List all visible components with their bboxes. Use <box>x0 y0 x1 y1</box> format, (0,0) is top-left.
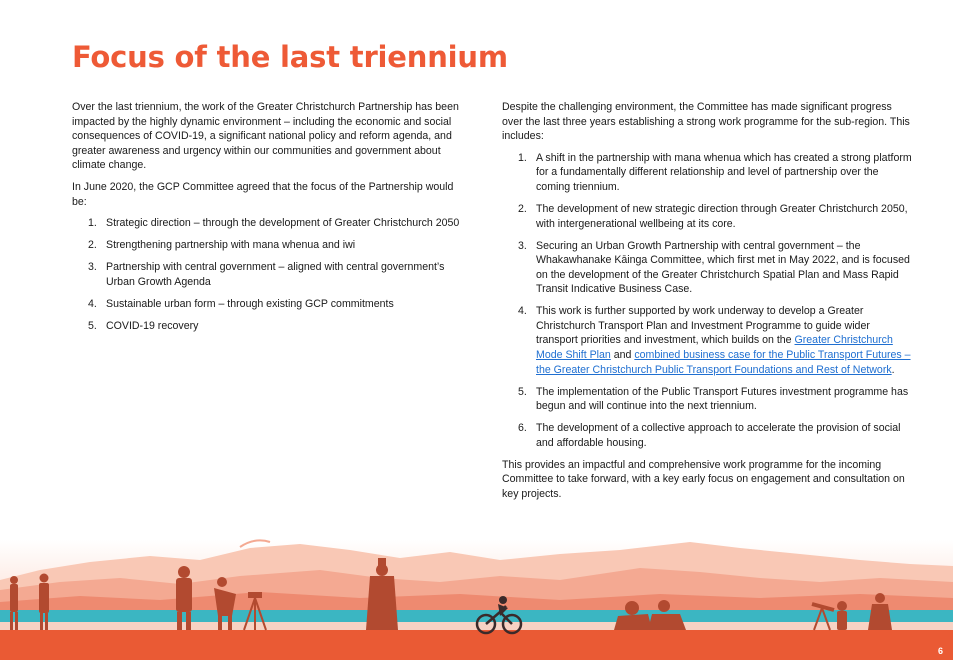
right-intro: Despite the challenging environment, the Committee has made significant progress over the last three years establishing a strong work programme for the sub-region. This includes: <box>502 101 910 143</box>
list-text: COVID-19 recovery <box>106 319 199 332</box>
list-text: . <box>891 363 895 376</box>
list-text: Sustainable urban form – through existing GCP commitments <box>106 297 394 310</box>
progress-list <box>502 151 914 451</box>
list-number: 5. <box>518 385 527 398</box>
list-text: Securing an Urban Growth Partnership with central government – the Whakawhanake Kāinga Committee, which first met in May 2022, and is focused on the development of the Greater Christchurch Spatial Plan and Mass Rapid Transit Indicative Business Case. <box>536 239 910 296</box>
landscape-illustration <box>0 520 953 660</box>
mode-shift-plan-link[interactable]: Greater Christchurch Mode Shift Plan <box>536 334 893 362</box>
list-text: Strategic direction – through the development of Greater Christchurch 2050 <box>106 217 460 230</box>
left-lead: In June 2020, the GCP Committee agreed that the focus of the Partnership would be: <box>72 180 454 208</box>
list-item <box>502 421 914 450</box>
left-column <box>72 100 464 341</box>
footer-illustration <box>0 520 953 660</box>
right-column <box>502 100 914 509</box>
list-number: 6. <box>518 422 527 435</box>
page-number: 6 <box>937 646 943 656</box>
public-transport-futures-link[interactable]: combined business case for the Public Transport Futures – the Greater Christchurch Public Transport Foundations and Rest of Network <box>536 349 911 376</box>
list-number: 2. <box>88 239 97 252</box>
list-number: 4. <box>518 305 527 318</box>
footer-bar <box>0 630 953 660</box>
left-intro: Over the last triennium, the work of the Greater Christchurch Partnership has been impacted by the highly dynamic environment – including the economic and social consequences of COVID-19, a significant national policy and reform agenda, and greater awareness and urgency within our communities and government about climate change. <box>72 101 459 172</box>
person-icon <box>837 601 847 630</box>
list-item <box>72 216 464 231</box>
focus-list <box>72 216 464 333</box>
list-number: 2. <box>518 202 527 215</box>
list-item <box>502 151 914 195</box>
list-item <box>502 385 914 414</box>
list-item <box>502 202 914 231</box>
list-text: and <box>610 349 635 362</box>
list-item <box>72 297 464 312</box>
list-text: The implementation of the Public Transport Futures investment programme has begun and will continue into the next triennium. <box>536 385 909 413</box>
list-item <box>502 304 914 377</box>
page-title: Focus of the last triennium <box>72 40 508 74</box>
list-text: This work is further supported by work underway to develop a Greater Christchurch Transport Plan and Investment Programme to guide wider transport priorities and investment, which builds on the <box>536 305 870 347</box>
list-text: The development of a collective approach to accelerate the provision of social and affordable housing. <box>536 422 901 449</box>
list-item <box>72 260 464 289</box>
list-number: 3. <box>518 239 527 252</box>
list-item <box>72 238 464 253</box>
list-text: Strengthening partnership with mana whenua and iwi <box>106 239 356 252</box>
list-number: 3. <box>88 261 97 274</box>
list-text: Partnership with central government – aligned with central government’s Urban Growth Agenda <box>106 261 445 288</box>
right-outro: This provides an impactful and comprehensive work programme for the incoming Committee to take forward, with a key early focus on engagement and consultation on key projects. <box>502 458 905 500</box>
list-text: A shift in the partnership with mana whenua which has created a strong platform for a fundamentally different relationship and level of partnership over the coming triennium. <box>536 151 912 193</box>
list-number: 1. <box>88 217 97 230</box>
list-item <box>502 239 914 297</box>
list-number: 4. <box>88 297 97 310</box>
list-number: 5. <box>88 319 97 332</box>
list-number: 1. <box>518 151 527 164</box>
list-text: The development of new strategic direction through Greater Christchurch 2050, with intergenerational wellbeing at its core. <box>536 202 908 230</box>
list-item <box>72 319 464 334</box>
